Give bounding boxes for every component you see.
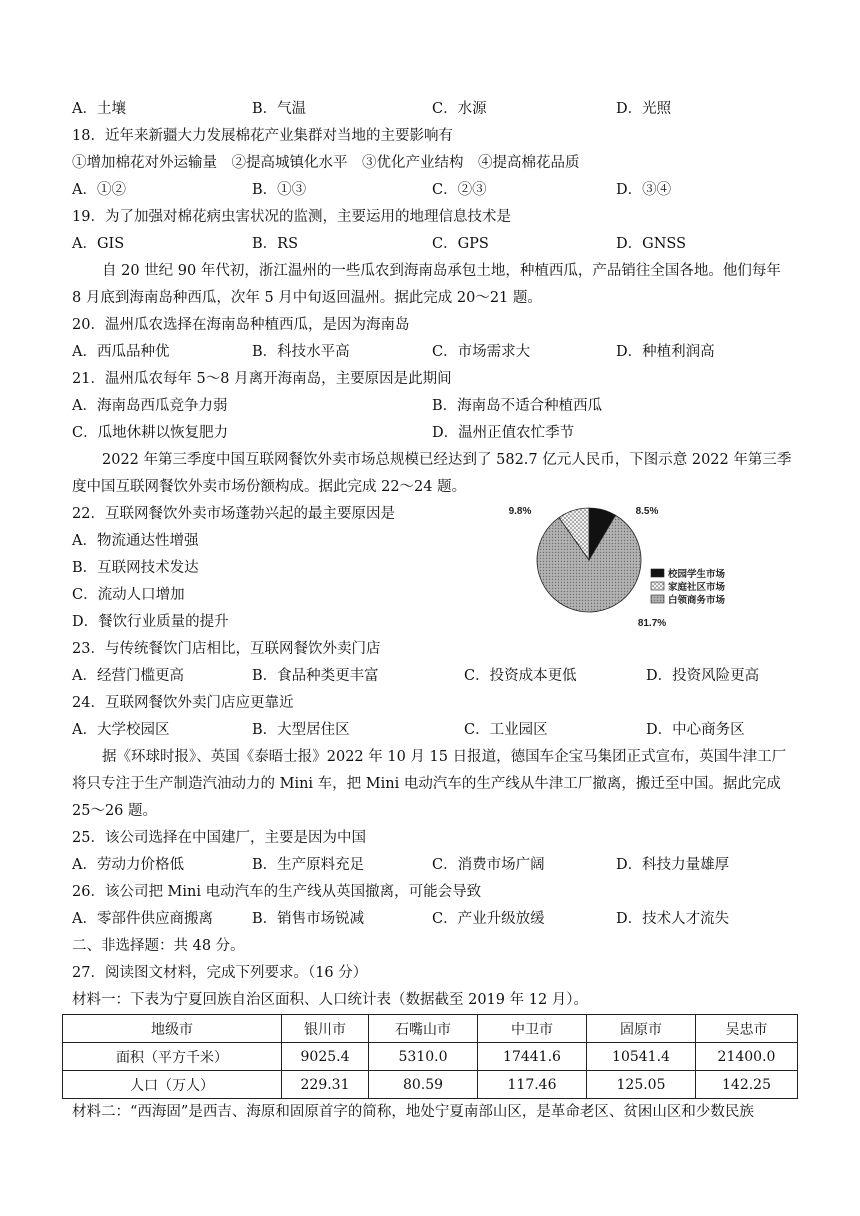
table-cell: 面积（平方千米） (63, 1043, 282, 1071)
q18-option-c: C．②③ (432, 182, 487, 198)
table-cell: 17441.6 (478, 1043, 587, 1071)
q17-option-a: A．土壤 (72, 101, 126, 117)
q21-option-c: C．瓜地休耕以恢复肥力 (72, 425, 229, 441)
q22-option-b: B．互联网技术发达 (72, 560, 199, 576)
q19-option-b: B．RS (252, 236, 299, 252)
table-cell: 10541.4 (587, 1043, 696, 1071)
q20-option-a: A．西瓜品种优 (72, 344, 170, 360)
q18-choices: ①增加棉花对外运输量 ②提高城镇化水平 ③优化产业结构 ④提高棉花品质 (72, 155, 580, 171)
q23-stem: 23．与传统餐饮门店相比，互联网餐饮外卖门店 (72, 641, 381, 657)
passage3-line2: 将只专注于生产制造汽油动力的 Mini 车，把 Mini 电动汽车的生产线从牛津工厂撤离，搬迁至中国。据此完成 (72, 776, 781, 792)
q21-option-d: D．温州正值农忙季节 (432, 425, 575, 441)
q18-option-a: A．①② (72, 182, 126, 198)
q21-option-a: A．海南岛西瓜竞争力弱 (72, 398, 228, 414)
pie-value-label-campus-student: 8.5% (635, 506, 659, 517)
q17-option-d: D．光照 (616, 101, 672, 117)
q24-option-b: B．大型居住区 (252, 722, 350, 738)
q21-stem: 21．温州瓜农每年 5～8 月离开海南岛，主要原因是此期间 (72, 371, 452, 387)
table-header-cell: 固原市 (587, 1015, 696, 1043)
q19-stem: 19．为了加强对棉花病虫害状况的监测，主要运用的地理信息技术是 (72, 209, 511, 225)
passage1-line1: 自 20 世纪 90 年代初，浙江温州的一些瓜农到海南岛承包土地，种植西瓜，产品销往全国各地。他们每年 (102, 263, 781, 279)
passage3-line1: 据《环球时报》、英国《泰晤士报》2022 年 10 月 15 日报道，德国车企宝马集团正式宣布，英国牛津工厂 (102, 749, 787, 765)
legend-label-campus-student: 校园学生市场 (668, 569, 726, 580)
q21-option-b: B．海南岛不适合种植西瓜 (432, 398, 603, 414)
table-cell: 5310.0 (369, 1043, 478, 1071)
table-cell: 9025.4 (282, 1043, 369, 1071)
passage2-line2: 度中国互联网餐饮外卖市场份额构成。据此完成 22～24 题。 (72, 479, 467, 495)
q25-option-c: C．消费市场广阔 (432, 857, 545, 873)
q24-option-c: C．工业园区 (464, 722, 548, 738)
q22-option-a: A．物流通达性增强 (72, 533, 199, 549)
table-row (63, 1071, 798, 1099)
q24-option-d: D．中心商务区 (646, 722, 745, 738)
q18-stem: 18．近年来新疆大力发展棉花产业集群对当地的主要影响有 (72, 128, 453, 144)
q20-option-b: B．科技水平高 (252, 344, 350, 360)
q27-stem: 27．阅读图文材料，完成下列要求。（16 分） (72, 965, 368, 981)
q18-option-b: B．①③ (252, 182, 307, 198)
q18-option-d: D．③④ (616, 182, 672, 198)
q26-stem: 26．该公司把 Mini 电动汽车的生产线从英国撤离，可能会导致 (72, 884, 482, 900)
table-cell: 21400.0 (696, 1043, 798, 1071)
table-header-cell: 银川市 (282, 1015, 369, 1043)
table-cell: 80.59 (369, 1071, 478, 1099)
q24-option-a: A．大学校园区 (72, 722, 170, 738)
q26-option-d: D．技术人才流失 (616, 911, 730, 927)
table-cell: 142.25 (696, 1071, 798, 1099)
q23-option-c: C．投资成本更低 (464, 668, 577, 684)
table-header-cell: 地级市 (63, 1015, 282, 1043)
q27-material2: 材料二：“西海固”是西吉、海原和固原首字的简称，地处宁夏南部山区，是革命老区、贫困山区和少数民族 (72, 1104, 754, 1120)
table-header-row (63, 1015, 798, 1043)
table-cell: 229.31 (282, 1071, 369, 1099)
q17-option-b: B．气温 (252, 101, 307, 117)
q19-option-a: A．GIS (72, 236, 125, 252)
legend-label-family-community: 家庭社区市场 (668, 582, 726, 593)
q20-option-d: D．种植利润高 (616, 344, 715, 360)
q25-option-b: B．生产原料充足 (252, 857, 365, 873)
legend-label-white-collar-business: 白领商务市场 (668, 595, 726, 606)
table-row (63, 1043, 798, 1071)
pie-value-label-white-collar-business: 81.7% (637, 618, 667, 629)
passage3-line3: 25～26 题。 (72, 803, 158, 819)
table-cell: 125.05 (587, 1071, 696, 1099)
q25-option-a: A．劳动力价格低 (72, 857, 184, 873)
q25-stem: 25．该公司选择在中国建厂，主要是因为中国 (72, 830, 366, 846)
passage2-line1: 2022 年第三季度中国互联网餐饮外卖市场总规模已经达到了 582.7 亿元人民币，下图示意 2022 年第三季 (102, 452, 792, 468)
passage1-line2: 8 月底到海南岛种西瓜，次年 5 月中旬返回温州。据此完成 20～21 题。 (72, 290, 542, 306)
legend-swatch-campus-student (651, 569, 664, 577)
table-header-cell: 石嘴山市 (369, 1015, 478, 1043)
q26-option-c: C．产业升级放缓 (432, 911, 545, 927)
q26-option-b: B．销售市场锐减 (252, 911, 365, 927)
q23-option-d: D．投资风险更高 (646, 668, 760, 684)
q19-option-d: D．GNSS (616, 236, 687, 252)
q22-stem: 22．互联网餐饮外卖市场蓬勃兴起的最主要原因是 (72, 506, 395, 522)
q17-option-c: C．水源 (432, 101, 487, 117)
q22-option-d: D．餐饮行业质量的提升 (72, 614, 229, 630)
q20-option-c: C．市场需求大 (432, 344, 531, 360)
table-cell: 人口（万人） (63, 1071, 282, 1099)
q27-material1: 材料一：下表为宁夏回族自治区面积、人口统计表（数据截至 2019 年 12 月）。 (72, 992, 589, 1008)
q20-stem: 20．温州瓜农选择在海南岛种植西瓜，是因为海南岛 (72, 317, 410, 333)
table-cell: 117.46 (478, 1071, 587, 1099)
q22-option-c: C．流动人口增加 (72, 587, 185, 603)
market-share-pie-chart (500, 497, 790, 637)
legend-swatch-family-community (651, 582, 664, 590)
ningxia-stats-table (62, 1014, 798, 1099)
q25-option-d: D．科技力量雄厚 (616, 857, 730, 873)
q24-stem: 24．互联网餐饮外卖门店应更靠近 (72, 695, 294, 711)
section2-heading: 二、非选择题：共 48 分。 (72, 938, 245, 954)
pie-value-label-family-community: 9.8% (508, 506, 532, 517)
q19-option-c: C．GPS (432, 236, 489, 252)
q26-option-a: A．零部件供应商搬离 (72, 911, 213, 927)
q23-option-a: A．经营门槛更高 (72, 668, 184, 684)
legend-swatch-white-collar-business (651, 595, 664, 603)
table-header-cell: 中卫市 (478, 1015, 587, 1043)
table-header-cell: 吴忠市 (696, 1015, 798, 1043)
q23-option-b: B．食品种类更丰富 (252, 668, 379, 684)
